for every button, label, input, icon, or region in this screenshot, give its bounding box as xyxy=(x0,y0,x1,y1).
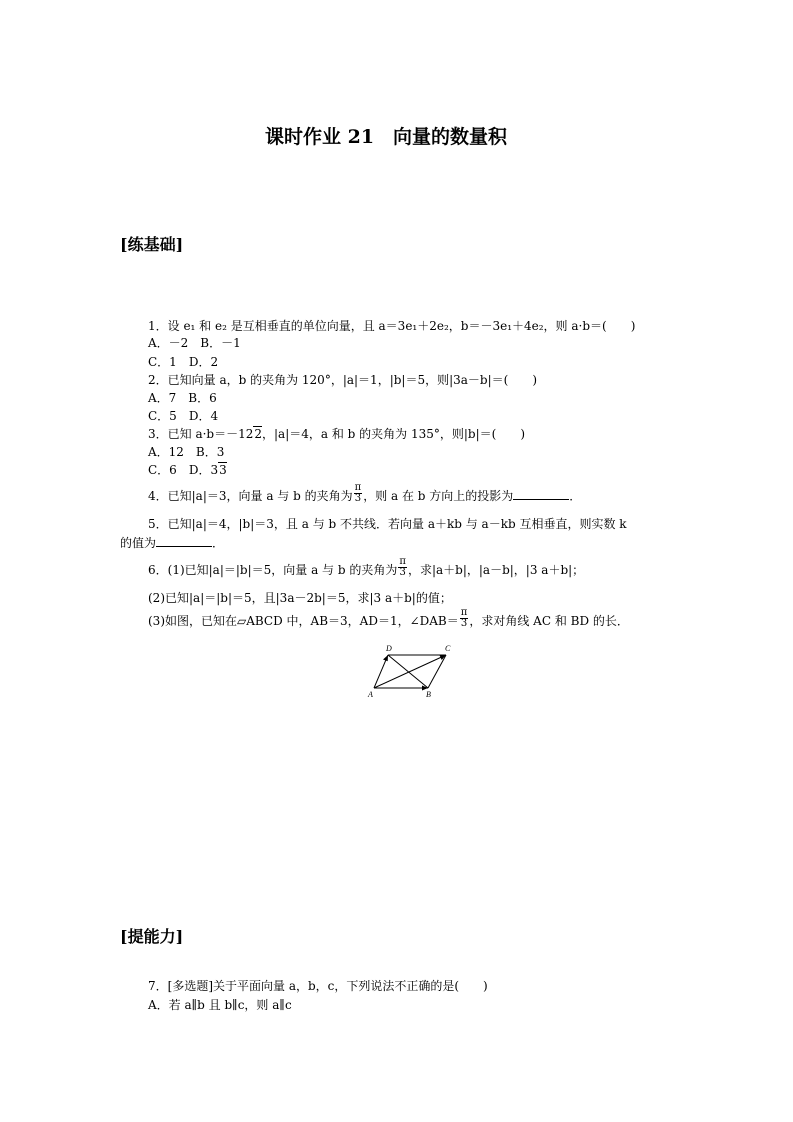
q6-part3 xyxy=(148,607,629,629)
label-d: D xyxy=(386,644,392,653)
q3-stem-end: ，|a|＝4，a 和 b 的夹角为 135°，则|b|＝( ) xyxy=(262,427,526,441)
q3-options-sqrt: 3 xyxy=(219,463,227,477)
q2-stem: 2．已知向量 a，b 的夹角为 120°，|a|＝1，|b|＝5，则|3a－b|＝( ) xyxy=(148,373,538,387)
q6-p1-frac-num: π xyxy=(399,556,406,567)
q6-part1-fraction xyxy=(398,557,407,578)
q4-answer-blank[interactable] xyxy=(513,488,569,500)
q3-options-ab: A．12 B．3 xyxy=(148,445,225,459)
q4-frac-den: 3 xyxy=(354,493,362,504)
q6-p3-frac-num: π xyxy=(460,607,468,618)
q3-stem-start: 3．已知 a·b＝－12 xyxy=(148,427,254,441)
q4-stem xyxy=(148,482,582,504)
q5-line2 xyxy=(120,535,224,551)
q3-sqrt: 2 xyxy=(254,427,263,441)
label-b: B xyxy=(426,690,431,699)
q1-options-cd: C．1 D．2 xyxy=(148,355,219,369)
q3-options-cd-text: C．6 D．3 xyxy=(148,463,219,477)
side-bc xyxy=(428,655,446,688)
q1-stem: 1．设 e₁ 和 e₂ 是互相垂直的单位向量，且 a＝3e₁＋2e₂，b＝－3e₁＋4e₂，则 a·b＝( ) xyxy=(148,319,636,333)
section-heading-basics: [练基础] xyxy=(120,235,184,254)
q3-stem xyxy=(148,426,525,442)
page-title: 课时作业 21 向量的数量积 xyxy=(265,126,508,148)
q4-fraction xyxy=(354,483,363,504)
q4-stem-end: ． xyxy=(569,489,582,503)
q5-answer-blank[interactable] xyxy=(156,535,212,547)
q4-frac-num: π xyxy=(354,482,362,493)
q5-line2-start: 的值为 xyxy=(120,536,157,550)
label-c: C xyxy=(445,644,451,653)
diagonal-db xyxy=(388,655,428,688)
q6-part2: (2)已知|a|＝|b|＝5，且|3a－2b|＝5，求|3 a＋b|的值； xyxy=(148,591,452,605)
q6-part1-start: 6．(1)已知|a|＝|b|＝5，向量 a 与 b 的夹角为 xyxy=(148,563,398,577)
q6-part3-start: (3)如图，已知在▱ABCD 中，AB＝3，AD＝1，∠DAB＝ xyxy=(148,614,459,628)
q6-part1-end: ，求|a＋b|，|a－b|，|3 a＋b|； xyxy=(407,563,585,577)
q6-part3-end: ，求对角线 AC 和 BD 的长． xyxy=(469,614,629,628)
q6-p3-frac-den: 3 xyxy=(460,618,468,629)
q6-part3-fraction xyxy=(460,608,469,629)
q6-p1-frac-den: 3 xyxy=(399,567,406,578)
section-heading-advanced: [提能力] xyxy=(120,927,184,946)
label-a: A xyxy=(368,690,373,699)
parallelogram-figure xyxy=(366,642,458,700)
q7-option-a: A．若 a∥b 且 b∥c，则 a∥c xyxy=(148,998,292,1012)
q2-options-cd: C．5 D．4 xyxy=(148,409,219,423)
q4-stem-start: 4．已知|a|＝3，向量 a 与 b 的夹角为 xyxy=(148,489,353,503)
q2-options-ab: A．7 B．6 xyxy=(148,391,217,405)
q4-stem-mid: ，则 a 在 b 方向上的投影为 xyxy=(363,489,514,503)
arrowhead-ad xyxy=(383,655,388,661)
q3-options-cd xyxy=(148,462,227,478)
q6-part1 xyxy=(148,556,585,578)
q7-stem: 7．[多选题]关于平面向量 a，b，c，下列说法不正确的是( ) xyxy=(148,979,488,993)
q5-line1: 5．已知|a|＝4，|b|＝3，且 a 与 b 不共线．若向量 a＋kb 与 a－kb 互相垂直，则实数 k xyxy=(148,517,627,531)
q1-options-ab: A．－2 B．－1 xyxy=(148,336,241,350)
q5-line2-end: ． xyxy=(212,536,225,550)
